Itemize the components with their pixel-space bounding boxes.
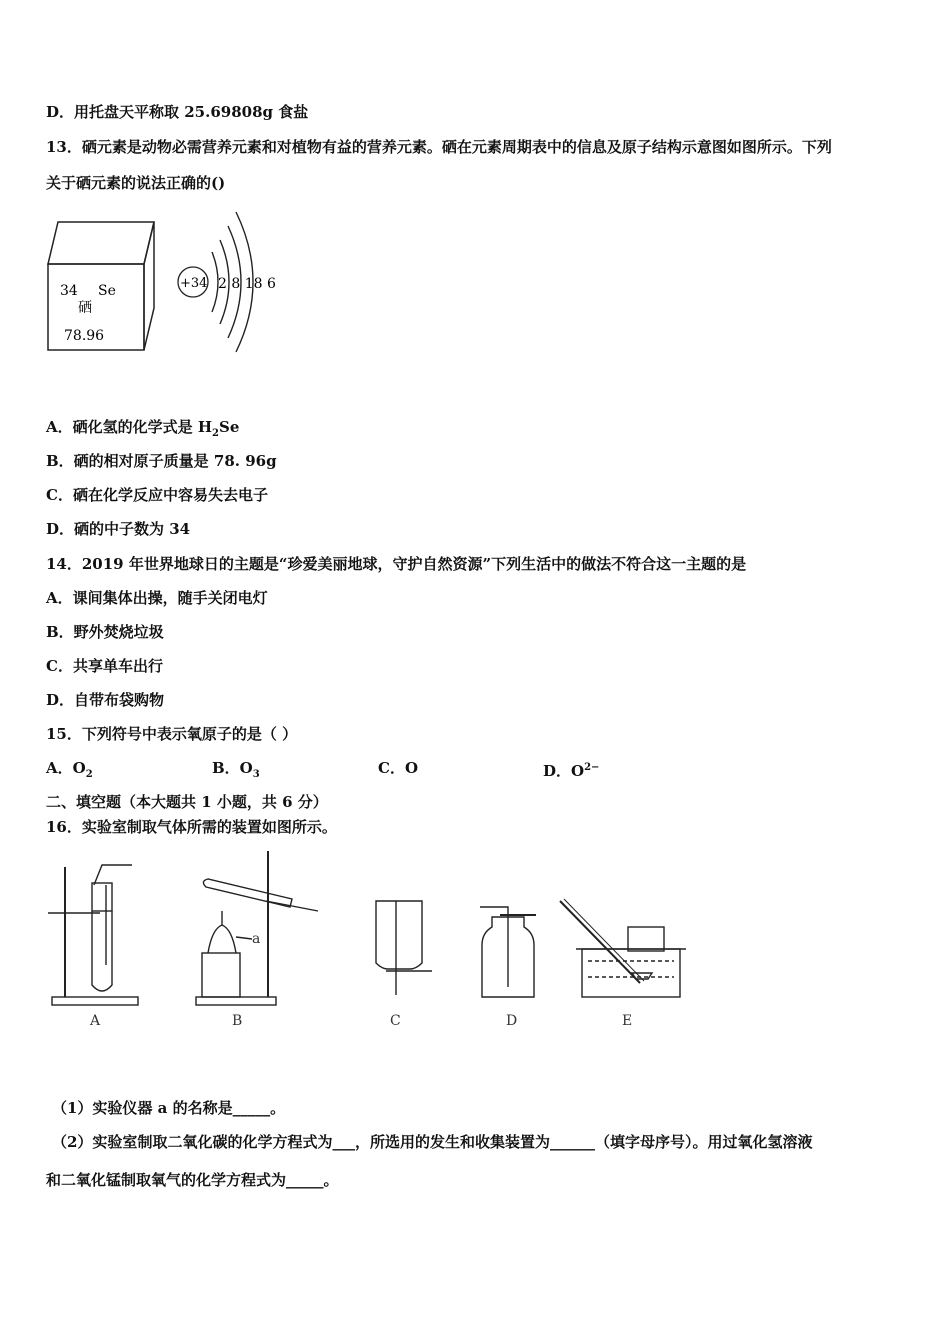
- atom-structure-figure: [172, 206, 282, 358]
- apparatus-a: [48, 865, 138, 1005]
- label-instrument-a: a: [252, 931, 261, 947]
- element-number: 34: [60, 283, 78, 299]
- q15-stem: 15．下列符号中表示氧原子的是（ ）: [46, 725, 298, 743]
- q15-option-c: C．O: [378, 759, 419, 777]
- q15-option-d: D．$O^{2-}$: [543, 762, 600, 780]
- delivery-tube-d: [480, 907, 508, 987]
- beehive-shelf-e: [632, 973, 652, 979]
- apparatus-e: [560, 899, 686, 997]
- collecting-jar-e: [628, 927, 664, 951]
- stopper-a: [92, 883, 112, 911]
- q14-option-a: A．课间集体出操，随手关闭电灯: [46, 589, 268, 607]
- q13-option-c: C．硒在化学反应中容易失去电子: [46, 486, 268, 504]
- label-b: B: [232, 1013, 243, 1029]
- q16-part-2: （2）实验室制取二氧化碳的化学方程式为___，所选用的发生和收集装置为______（填字母序号）。用过氧化氢溶液: [52, 1133, 813, 1151]
- q13-stem-line1: 13．硒元素是动物必需营养元素和对植物有益的营养元素。硒在元素周期表中的信息及原子结构示意图如图所示。下列: [46, 138, 832, 156]
- q15-option-b: B．$O_3$: [212, 759, 260, 780]
- q13-option-d: D．硒的中子数为 34: [46, 520, 191, 538]
- pointer-a: [236, 937, 252, 939]
- q15-option-a: A．$O_2$: [46, 759, 93, 780]
- apparatus-b: [196, 851, 318, 1005]
- apparatus-d: [480, 907, 536, 997]
- q14-option-b: B．野外焚烧垃圾: [46, 623, 164, 641]
- gas-jar-c: [376, 901, 422, 969]
- test-tube-a: [92, 911, 112, 991]
- alcohol-lamp-b: [208, 925, 236, 953]
- delivery-tube-b: [266, 901, 318, 911]
- card-top-face: [48, 222, 154, 264]
- q13-option-a: A．硒化氢的化学式是 $H_2Se$: [46, 418, 240, 439]
- q13-option-b: B．硒的相对原子质量是 78. 96g: [46, 452, 277, 470]
- label-c: C: [390, 1013, 401, 1029]
- q16-part-1: （1）实验仪器 a 的名称是_____。: [52, 1099, 286, 1117]
- stand-base-b: [196, 997, 276, 1005]
- stand-base-a: [52, 997, 138, 1005]
- element-symbol: Se: [98, 283, 116, 299]
- label-d: D: [506, 1013, 518, 1029]
- q14-stem: 14．2019 年世界地球日的主题是“珍爱美丽地球，守护自然资源”下列生活中的做法不符合这一主题的是: [46, 555, 747, 573]
- q14-option-c: C．共享单车出行: [46, 657, 163, 675]
- apparatus-c: [376, 901, 432, 995]
- label-a: A: [90, 1013, 101, 1029]
- q12-option-d: D．用托盘天平称取 25.69808g 食盐: [46, 103, 309, 121]
- funnel-a: [94, 865, 132, 885]
- q14-option-d: D．自带布袋购物: [46, 691, 165, 709]
- element-name: 硒: [78, 300, 92, 316]
- wood-block-b: [202, 953, 240, 997]
- q13-stem-line2: 关于硒元素的说法正确的(): [46, 174, 226, 192]
- element-mass: 78.96: [64, 328, 105, 344]
- section-2-heading: 二、填空题（本大题共 1 小题，共 6 分）: [46, 793, 328, 811]
- nucleus-charge: +34: [180, 276, 208, 291]
- card-side-face: [144, 222, 154, 350]
- q16-stem: 16．实验室制取气体所需的装置如图所示。: [46, 818, 337, 836]
- element-card-figure: [46, 218, 158, 354]
- apparatus-figure: [40, 845, 710, 1035]
- q16-part-2-cont: 和二氧化锰制取氧气的化学方程式为_____。: [46, 1171, 339, 1189]
- delivery-tube-e2: [564, 899, 644, 981]
- shell-electrons: 2 8 18 6: [218, 276, 276, 292]
- label-e: E: [622, 1013, 633, 1029]
